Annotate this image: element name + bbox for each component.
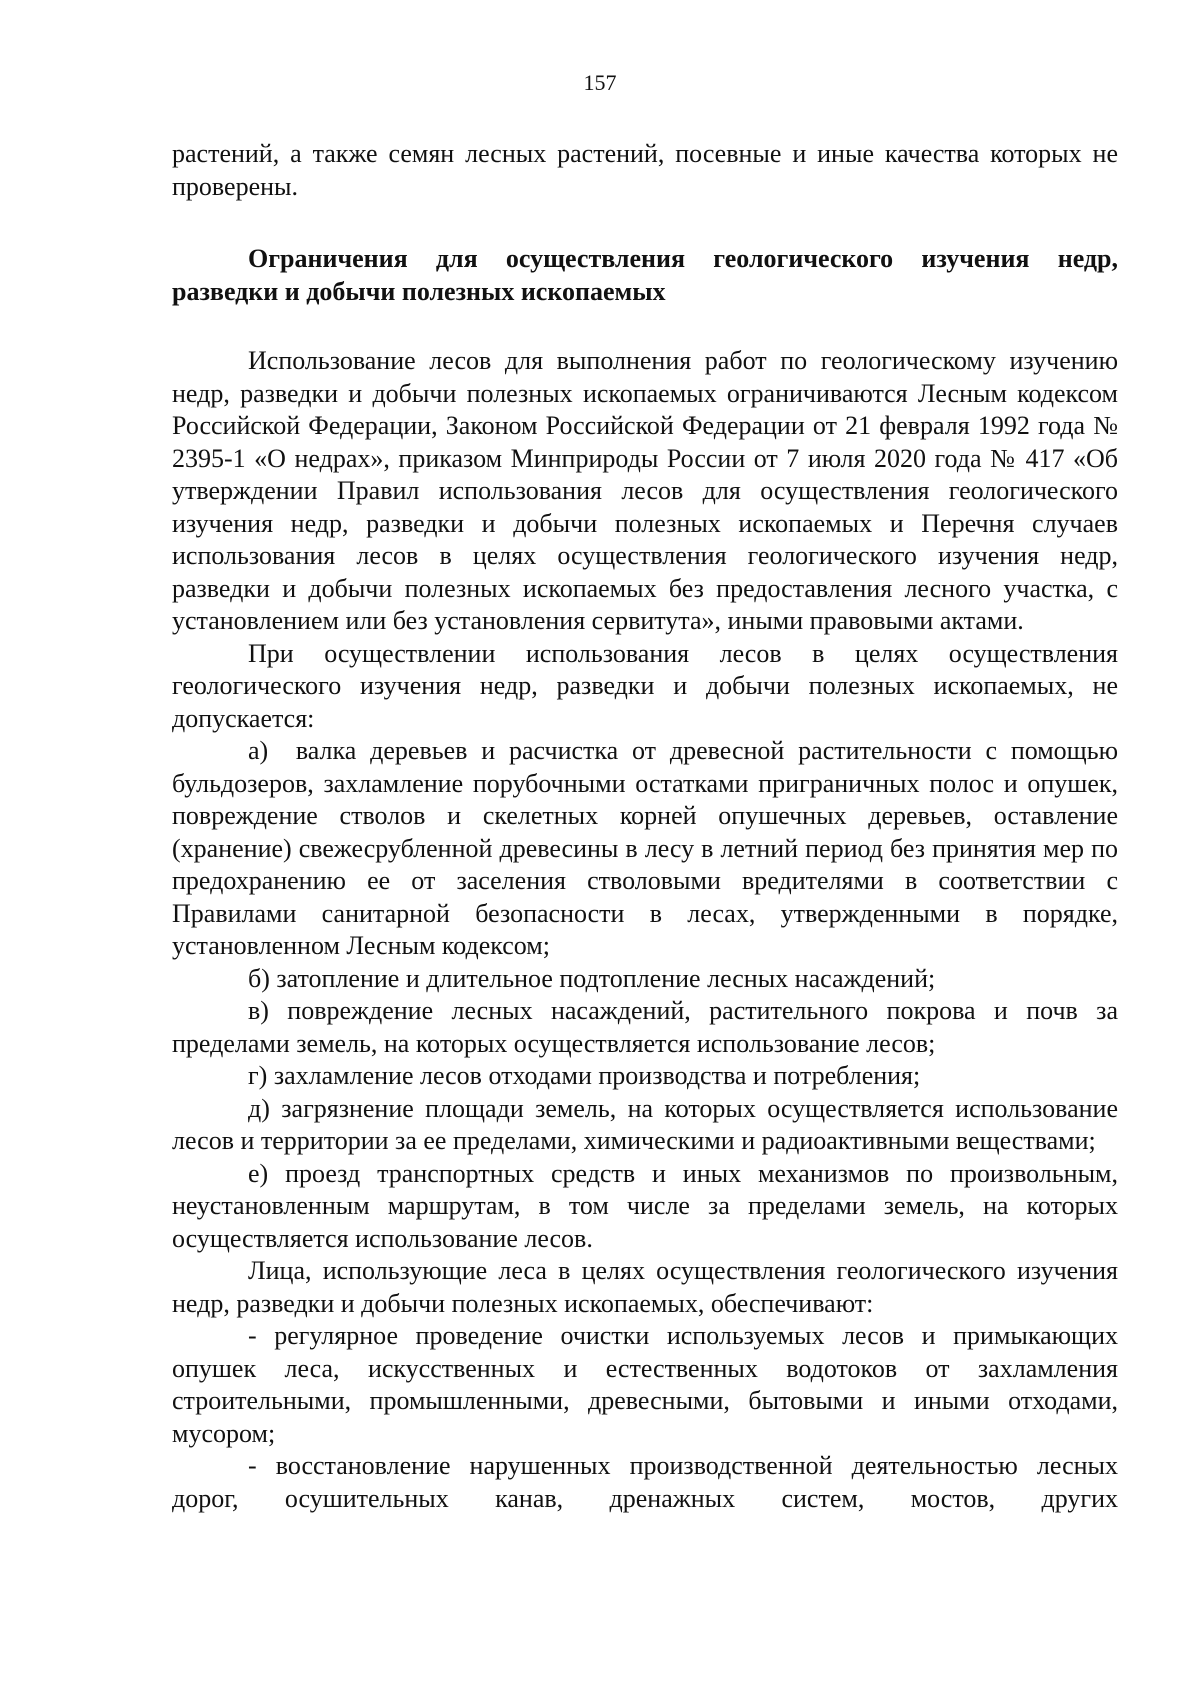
section-heading: Ограничения для осуществления геологического изучения недр, разведки и добычи полезных ископаемых	[172, 244, 1118, 306]
list-item-b: б) затопление и длительное подтопление лесных насаждений;	[248, 963, 936, 993]
dash-item-restoration: - восстановление нарушенных производственной деятельностью лесных дорог, осушительных канав, дренажных систем, мостов, других	[172, 1451, 1118, 1513]
list-item-a: а) валка деревьев и расчистка от древесной растительности с помощью бульдозеров, захламление порубочными остатками приграничных полос и опушек, повреждение стволов и скелетных корней опушечных деревьев, оставление (хранение) свежесрубленной древесины в лесу в летний период без принятия мер по предохранению ее от заселения стволовыми вредителями в соответствии с Правилами санитарной безопасности в лесах, утвержденными в порядке, установленном Лесным кодексом;	[172, 736, 1118, 960]
document-body	[172, 138, 1118, 1515]
paragraph-continuation: растений, а также семян лесных растений, посевные и иные качества которых не проверены.	[172, 139, 1118, 201]
dash-item-cleaning: - регулярное проведение очистки используемых лесов и примыкающих опушек леса, искусственных и естественных водотоков от захламления строительными, промышленными, древесными, бытовыми и иными отходами, мусором;	[172, 1321, 1118, 1448]
paragraph-obligations-intro: Лица, использующие леса в целях осуществления геологического изучения недр, разведки и добычи полезных ископаемых, обеспечивают:	[172, 1256, 1118, 1318]
list-item-g: г) захламление лесов отходами производства и потребления;	[248, 1061, 921, 1090]
list-item-v: в) повреждение лесных насаждений, растительного покрова и почв за пределами земель, на которых осуществляется использование лесов;	[172, 996, 1118, 1058]
list-item-e: е) проезд транспортных средств и иных механизмов по произвольным, неустановленным маршрутам, в том числе за пределами земель, на которых осуществляется использование лесов.	[172, 1158, 1118, 1253]
list-item-d: д) загрязнение площади земель, на которых осуществляется использование лесов и территории за ее пределами, химическими и радиоактивными веществами;	[172, 1093, 1118, 1155]
paragraph-legal-basis: Использование лесов для выполнения работ по геологическому изучению недр, разведки и добычи полезных ископаемых ограничиваются Лесным кодексом Российской Федерации, Законом Российской Федерации от 21 февраля 1992 года № 2395-1 «О недрах», приказом Минприроды России от 7 июля 2020 года № 417 «Об утверждении Правил использования лесов для осуществления геологического изучения недр, разведки и добычи полезных ископаемых и Перечня случаев использования лесов в целях осуществления геологического изучения недр, разведки и добычи полезных ископаемых без предоставления лесного участка, с установлением или без установления сервитута», иными правовыми актами.	[172, 346, 1118, 635]
page-number: 157	[583, 70, 617, 95]
paragraph-prohibitions-intro: При осуществлении использования лесов в целях осуществления геологического изучения недр, разведки и добычи полезных ископаемых, не допускается:	[172, 638, 1118, 733]
